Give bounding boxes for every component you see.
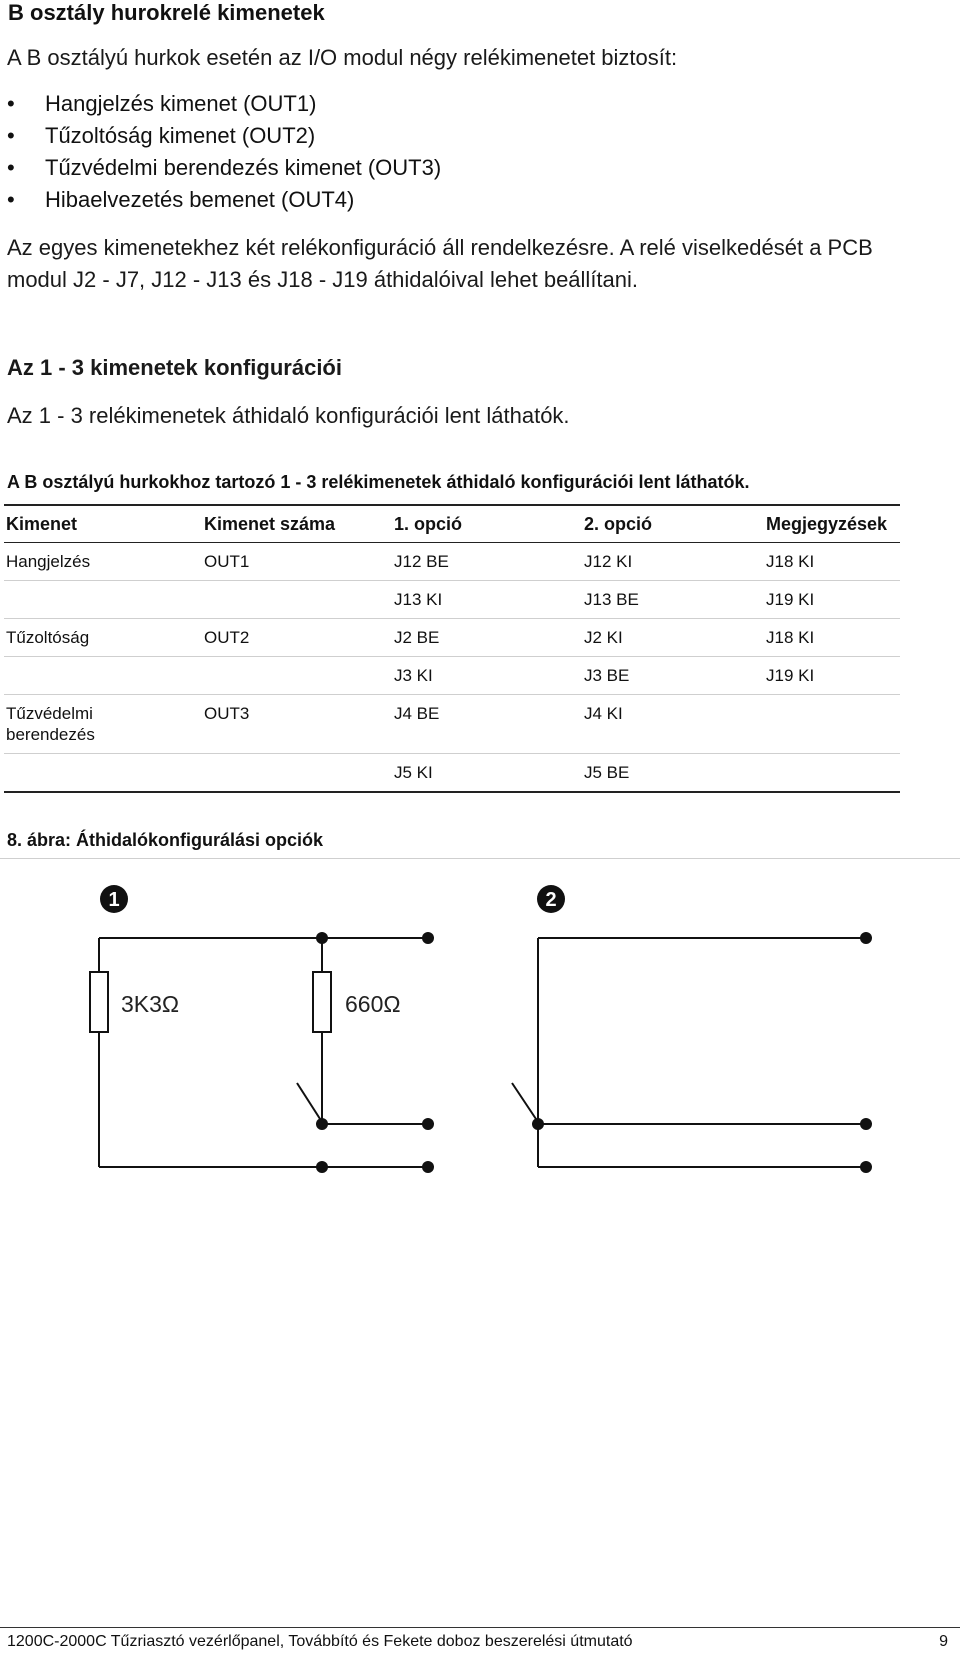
terminal-dot [422,1161,434,1173]
table-cell: Tűzoltóság [4,619,202,657]
table-cell: Tűzvédelmi berendezés [4,695,202,754]
table-cell: Hangjelzés [4,543,202,581]
resistor-3k3 [90,972,108,1032]
option-2-marker [537,885,565,913]
table-cell [202,657,392,695]
table-cell [4,657,202,695]
jumper-intro-paragraph: Az 1 - 3 relékimenetek áthidaló konfigurációi lent láthatók. [7,403,570,428]
resistor-660 [313,972,331,1032]
terminal-dot [422,1118,434,1130]
table-cell: J3 BE [582,657,764,695]
terminal-dot [316,1118,328,1130]
table-cell: J19 KI [764,657,900,695]
terminal-dot [860,1118,872,1130]
list-item-text: Tűzvédelmi berendezés kimenet (OUT3) [45,155,442,180]
output-list [7,88,441,216]
table-row [4,695,900,754]
jumper-option-diagram [0,870,960,1210]
table-cell: J4 KI [582,695,764,754]
option-1-circuit [90,938,428,1167]
terminal-dot [422,932,434,944]
table-cell: J4 BE [392,695,582,754]
table-cell: J5 BE [582,754,764,793]
option-1-marker [100,885,128,913]
switch-contact [297,1083,322,1122]
table-row [4,657,900,695]
figure-caption: 8. ábra: Áthidalókonfigurálási opciók [7,830,324,850]
option-1-number: 1 [108,889,120,911]
table-cell: OUT2 [202,619,392,657]
list-item [7,184,441,216]
footer-title: 1200C-2000C Tűzriasztó vezérlőpanel, Továbbító és Fekete doboz beszerelési útmutató [7,1633,633,1650]
column-header: Kimenet [4,505,202,543]
list-item-text: Tűzoltóság kimenet (OUT2) [45,123,316,148]
table-cell: J12 KI [582,543,764,581]
footer-divider [0,1627,960,1628]
table-cell: J12 BE [392,543,582,581]
table-cell: J18 KI [764,543,900,581]
table-cell [4,581,202,619]
table-cell: J19 KI [764,581,900,619]
resistor-2-label: 660Ω [345,991,401,1017]
table-row [4,581,900,619]
column-header: 2. opció [582,505,764,543]
list-item-text: Hibaelvezetés bemenet (OUT4) [45,187,355,212]
switch-contact [512,1083,538,1122]
page-number: 9 [939,1633,948,1650]
table-row [4,619,900,657]
table-cell: J2 BE [392,619,582,657]
table-cell: OUT1 [202,543,392,581]
table-cell: OUT3 [202,695,392,754]
table-cell [202,754,392,793]
bullet-glyph: • [7,91,15,116]
table-cell: J3 KI [392,657,582,695]
resistor-1-label: 3K3Ω [121,991,180,1017]
table-cell: J13 KI [392,581,582,619]
bullet-glyph: • [7,187,15,212]
option-2-circuit [512,938,866,1167]
intro-paragraph: A B osztályú hurkok esetén az I/O modul négy relékimenetet biztosít: [7,45,678,70]
option-2-number: 2 [545,889,557,911]
table-cell: J5 KI [392,754,582,793]
table-caption: A B osztályú hurkokhoz tartozó 1 - 3 relékimenetek áthidaló konfigurációi lent láthatók. [7,472,750,492]
terminal-dot [860,932,872,944]
config-paragraph: Az egyes kimenetekhez két relékonfiguráció áll rendelkezésre. A relé viselkedését a PCB modul J2 - J7, J12 - J13 és J18 - J19 áthidalóival lehet beállítani. [7,235,873,292]
subsection-heading: Az 1 - 3 kimenetek konfigurációi [7,355,342,380]
bullet-glyph: • [7,123,15,148]
jumper-config-table [4,504,900,793]
terminal-dot [316,932,328,944]
list-item-text: Hangjelzés kimenet (OUT1) [45,91,317,116]
bullet-glyph: • [7,155,15,180]
terminal-dot [316,1161,328,1173]
table-cell [764,754,900,793]
table-row [4,543,900,581]
table-header-row [4,505,900,543]
section-heading: B osztály hurokrelé kimenetek [8,0,325,25]
table-cell [202,581,392,619]
column-header: 1. opció [392,505,582,543]
table-cell [4,754,202,793]
column-header: Megjegyzések [764,505,900,543]
list-item [7,120,441,152]
terminal-dot [532,1118,544,1130]
table-cell: J13 BE [582,581,764,619]
table-cell: J2 KI [582,619,764,657]
list-item [7,152,441,184]
table-cell: J18 KI [764,619,900,657]
table-cell [764,695,900,754]
figure-divider [0,858,960,859]
column-header: Kimenet száma [202,505,392,543]
list-item [7,88,441,120]
terminal-dot [860,1161,872,1173]
table-row [4,754,900,793]
